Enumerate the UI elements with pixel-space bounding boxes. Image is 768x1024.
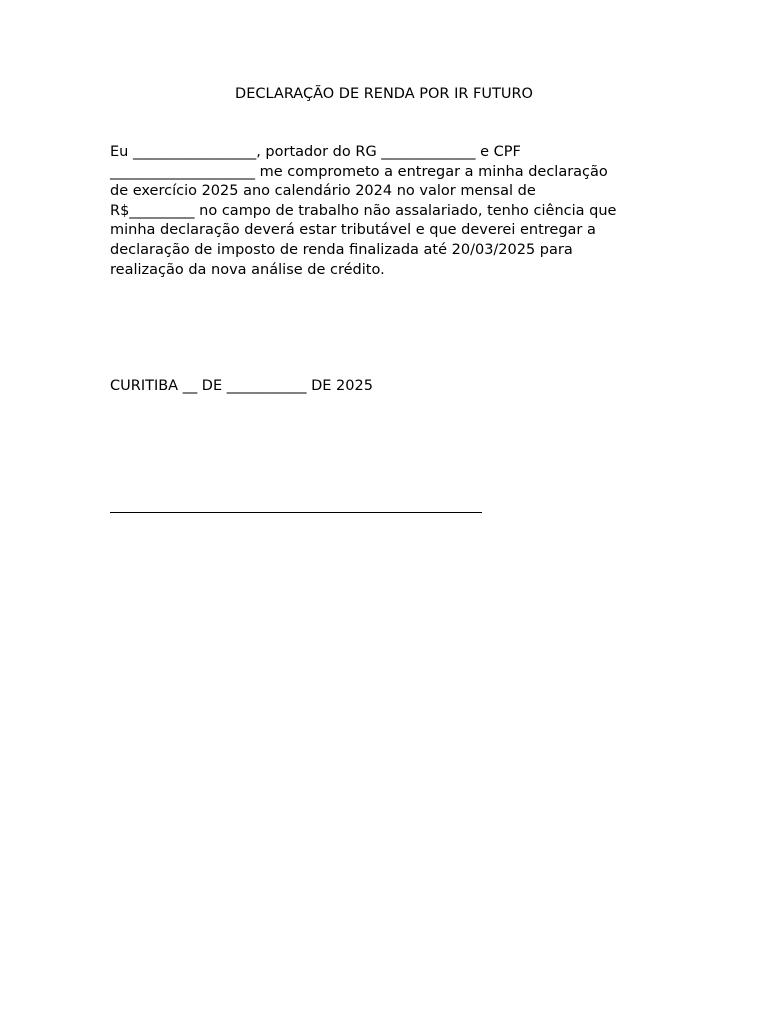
paragraph-line: minha declaração deverá estar tributável e que deverei entregar a <box>110 222 596 239</box>
paragraph-line: Eu _________________, portador do RG _____________ e CPF <box>110 144 521 160</box>
paragraph-line: declaração de imposto de renda finalizada até 20/03/2025 para <box>110 241 573 258</box>
paragraph-line: realização da nova análise de crédito. <box>110 261 385 278</box>
paragraph-line: ____________________ me comprometo a entregar a minha declaração <box>110 163 608 180</box>
paragraph-line: R$_________ no campo de trabalho não assalariado, tenho ciência que <box>110 202 617 219</box>
document-title: DECLARAÇÃO DE RENDA POR IR FUTURO <box>235 86 533 102</box>
signature-line <box>110 512 482 513</box>
place-date-line: CURITIBA __ DE ___________ DE 2025 <box>110 378 373 394</box>
paragraph-line: de exercício 2025 ano calendário 2024 no valor mensal de <box>110 183 536 200</box>
declaration-paragraph <box>110 143 670 280</box>
